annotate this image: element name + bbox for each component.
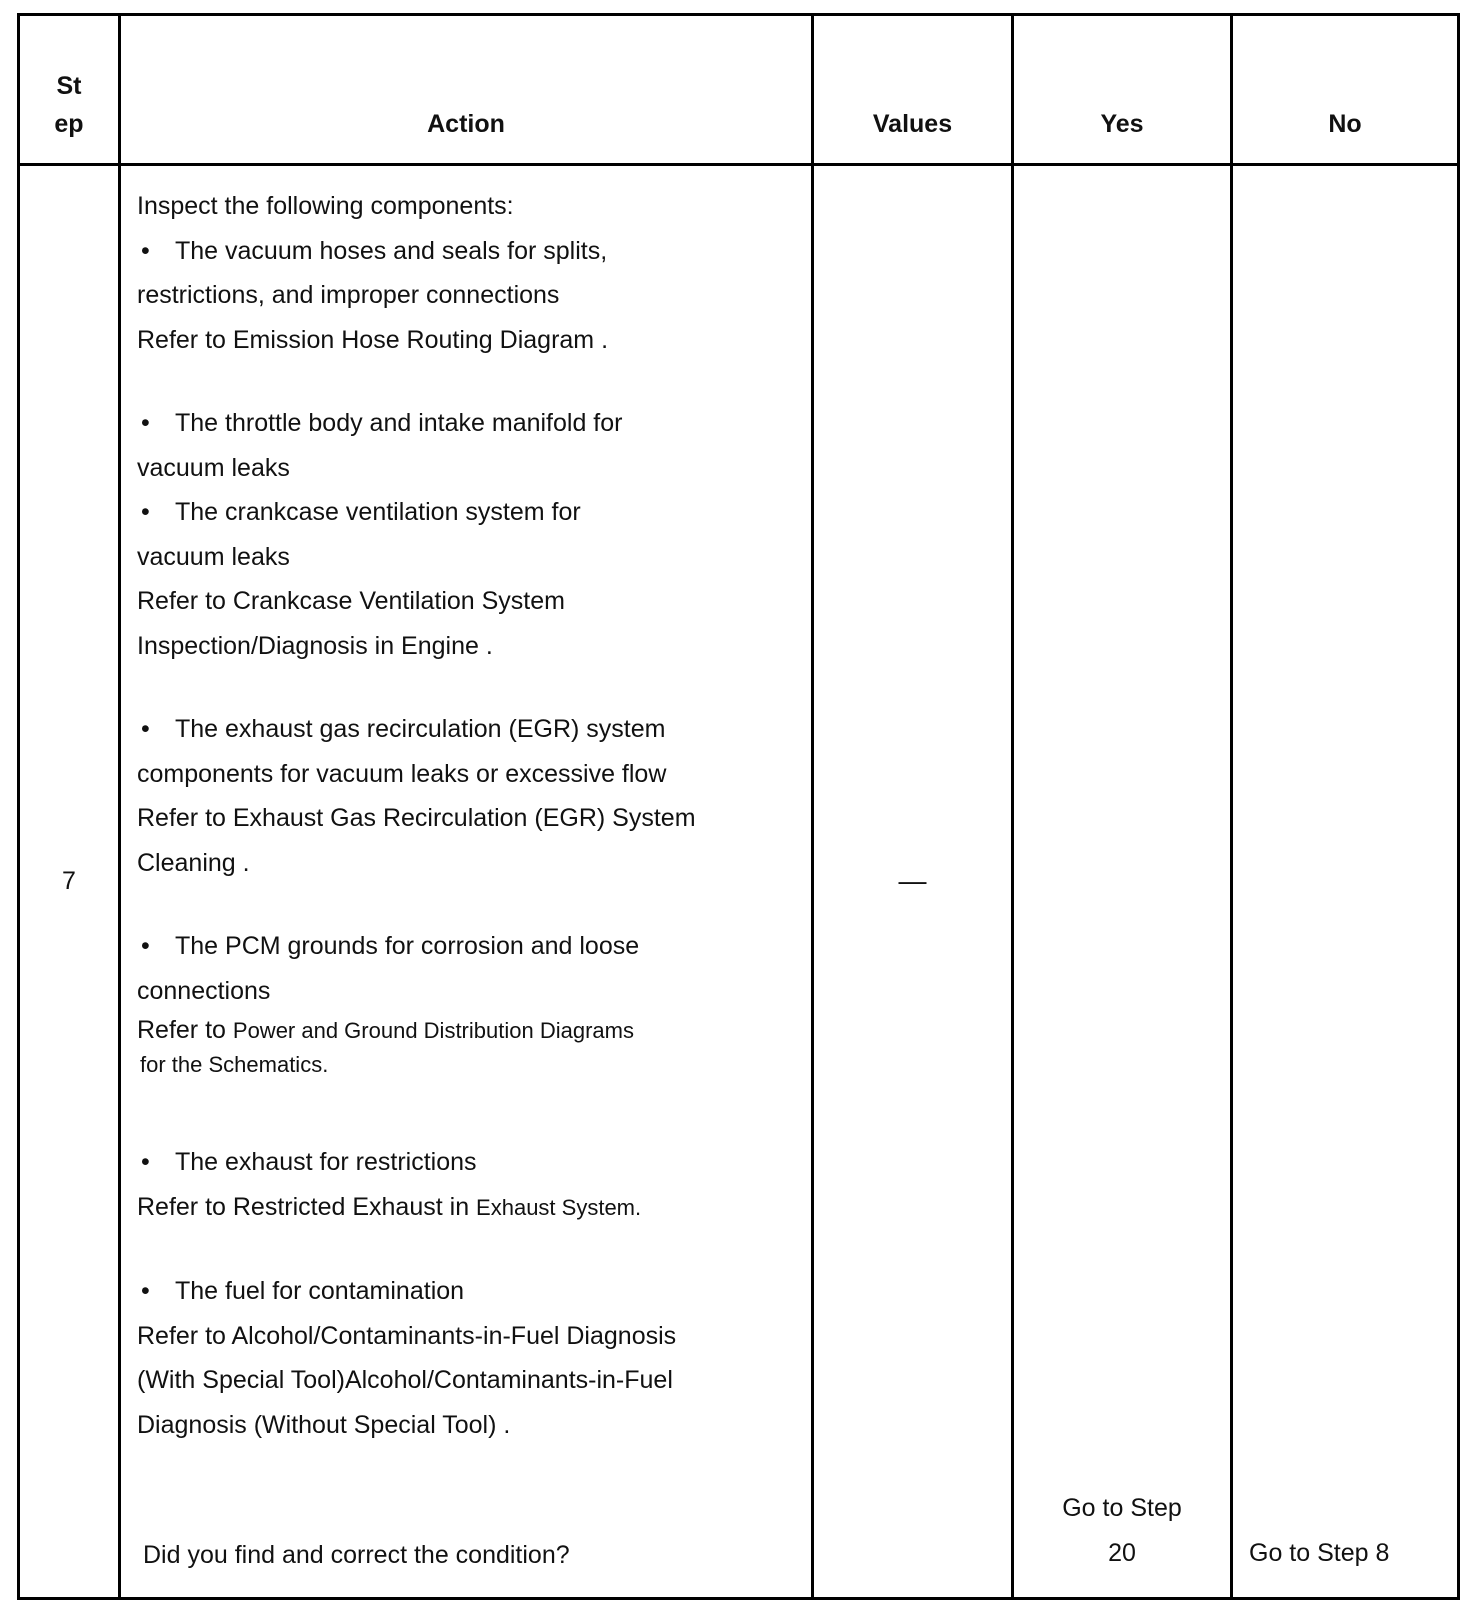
no-cell: Go to Step 8 xyxy=(1232,165,1459,1599)
item-reference: Refer to Emission Hose Routing Diagram . xyxy=(137,325,609,354)
list-item xyxy=(137,924,811,969)
header-step-line1: St xyxy=(56,72,82,100)
item-text-cont: components for vacuum leaks or excessive flow xyxy=(137,759,667,788)
item-reference: Refer to Exhaust Gas Recirculation (EGR) System xyxy=(137,804,696,832)
yes-line1: Go to Step xyxy=(1062,1494,1182,1522)
item-reference: (With Special Tool)Alcohol/Contaminants-in-Fuel xyxy=(137,1366,673,1394)
list-item xyxy=(137,401,811,446)
step-number: 7 xyxy=(19,165,120,1599)
bullet-icon: • xyxy=(141,932,150,960)
item-text: The PCM grounds for corrosion and loose xyxy=(175,932,640,960)
item-text: The vacuum hoses and seals for splits, xyxy=(175,236,608,265)
bullet-icon: • xyxy=(141,236,150,265)
item-reference xyxy=(137,1185,811,1231)
list-item xyxy=(137,490,811,535)
bullet-icon: • xyxy=(141,498,150,526)
list-item xyxy=(137,707,811,752)
item-reference: Inspection/Diagnosis in Engine . xyxy=(137,631,493,660)
reference-prefix: Refer to xyxy=(137,1016,226,1044)
list-item xyxy=(137,229,811,274)
diagnostic-table xyxy=(17,13,1460,1600)
reference-link: Power and Ground Distribution Diagrams xyxy=(232,1018,634,1043)
action-intro: Inspect the following components: xyxy=(137,192,514,220)
item-text: The exhaust for restrictions xyxy=(175,1148,477,1176)
bullet-icon: • xyxy=(141,1277,150,1305)
values-cell: — xyxy=(813,165,1013,1599)
header-step xyxy=(19,15,120,165)
item-text: The exhaust gas recirculation (EGR) system xyxy=(175,715,666,743)
item-text-cont: vacuum leaks xyxy=(137,542,290,571)
bullet-icon: • xyxy=(141,409,150,437)
item-reference xyxy=(137,1013,811,1048)
list-item xyxy=(137,1269,811,1314)
header-step-line2: ep xyxy=(54,110,84,138)
reference-prefix: Refer to Restricted Exhaust in xyxy=(137,1192,470,1221)
item-reference: Cleaning . xyxy=(137,848,250,877)
yes-line2: 20 xyxy=(1108,1538,1136,1567)
bullet-icon: • xyxy=(141,1148,150,1176)
reference-link: Exhaust System. xyxy=(476,1194,642,1220)
yes-cell xyxy=(1013,165,1232,1599)
table-row xyxy=(19,165,1459,1599)
item-text-cont: connections xyxy=(137,976,271,1005)
header-action: Action xyxy=(120,15,813,165)
header-row xyxy=(19,15,1459,165)
list-item xyxy=(137,1140,811,1185)
action-cell xyxy=(120,165,813,1599)
bullet-icon: • xyxy=(141,715,150,743)
header-values: Values xyxy=(813,15,1013,165)
header-no: No xyxy=(1232,15,1459,165)
item-text: The crankcase ventilation system for xyxy=(175,498,581,526)
item-text-cont: restrictions, and improper connections xyxy=(137,281,560,309)
header-yes: Yes xyxy=(1013,15,1232,165)
item-reference: Diagnosis (Without Special Tool) . xyxy=(137,1410,511,1439)
question-text: Did you find and correct the condition? xyxy=(143,1541,570,1569)
diagnostic-table-frame xyxy=(17,13,1457,1600)
item-reference: Refer to Crankcase Ventilation System xyxy=(137,587,565,615)
item-text-cont: vacuum leaks xyxy=(137,453,290,482)
reference-link-cont: for the Schematics. xyxy=(140,1052,329,1077)
item-reference: Refer to Alcohol/Contaminants-in-Fuel Diagnosis xyxy=(137,1321,677,1350)
item-text: The fuel for contamination xyxy=(175,1277,465,1305)
item-text: The throttle body and intake manifold for xyxy=(175,409,623,437)
